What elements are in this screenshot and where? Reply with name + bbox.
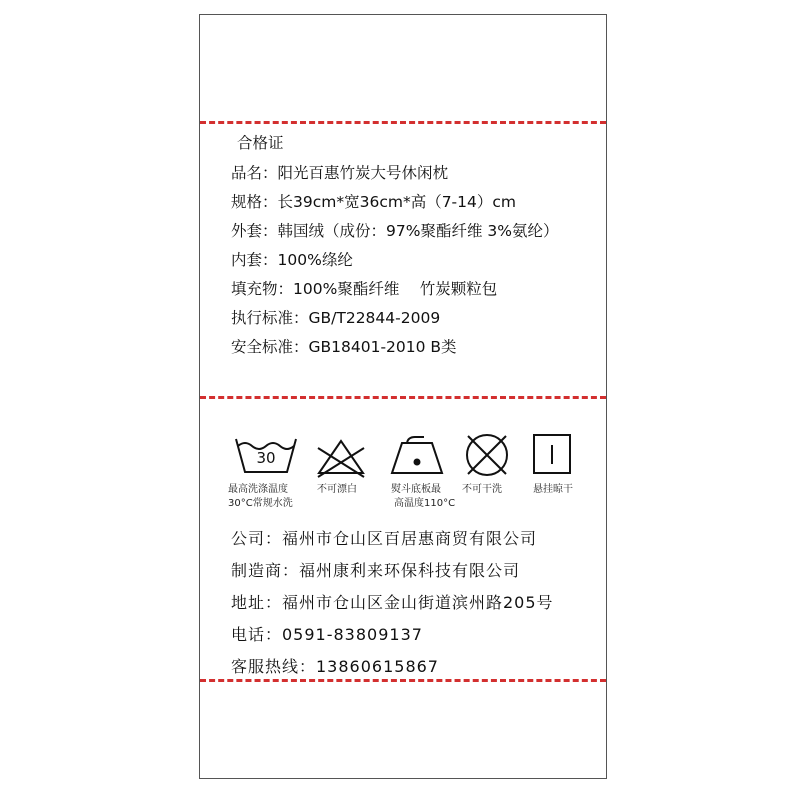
phone-line: 电话：0591-83809137 bbox=[231, 625, 423, 644]
wash-caption-1: 最高洗涤温度 bbox=[228, 484, 288, 495]
wash-tub-icon bbox=[236, 439, 296, 472]
spec-line: 规格：长39cm*宽36cm*高（7-14）cm bbox=[231, 193, 516, 211]
filling-line: 填充物：100%聚酯纤维 竹炭颗粒包 bbox=[231, 280, 498, 298]
cert-title: 合格证 bbox=[237, 134, 284, 152]
no-dry-clean-caption: 不可干洗 bbox=[462, 484, 502, 495]
bottom-dashed-divider bbox=[200, 679, 606, 682]
hang-dry-caption: 悬挂晾干 bbox=[533, 484, 573, 495]
garment-label bbox=[199, 14, 607, 779]
iron-caption-1: 熨斗底板最 bbox=[391, 484, 441, 495]
inner-cover-line: 内套：100%绦纶 bbox=[231, 251, 353, 269]
no-dry-clean-icon bbox=[467, 435, 507, 475]
hang-dry-icon bbox=[534, 435, 570, 473]
exec-standard-line: 执行标准：GB/T22844-2009 bbox=[231, 309, 441, 327]
wash-caption-2: 30°C常规水洗 bbox=[228, 498, 293, 509]
safety-standard-line: 安全标准：GB18401-2010 B类 bbox=[231, 338, 457, 356]
address-line: 地址：福州市仓山区金山街道滨州路205号 bbox=[231, 593, 554, 612]
no-bleach-caption: 不可漂白 bbox=[317, 484, 357, 495]
no-bleach-icon bbox=[318, 441, 364, 477]
product-name-line: 品名：阳光百惠竹炭大号休闲枕 bbox=[231, 164, 449, 182]
care-symbols bbox=[200, 15, 608, 535]
outer-cover-line: 外套：韩国绒（成份：97%聚酯纤维 3%氨纶） bbox=[231, 222, 559, 240]
iron-icon bbox=[392, 437, 442, 473]
hotline-line: 客服热线：13860615867 bbox=[231, 657, 439, 676]
company-line: 公司：福州市仓山区百居惠商贸有限公司 bbox=[231, 529, 538, 548]
wash-temp-number: 30 bbox=[256, 449, 276, 467]
iron-caption-2: 高温度110°C bbox=[394, 498, 456, 509]
manufacturer-line: 制造商：福州康利来环保科技有限公司 bbox=[231, 561, 521, 580]
